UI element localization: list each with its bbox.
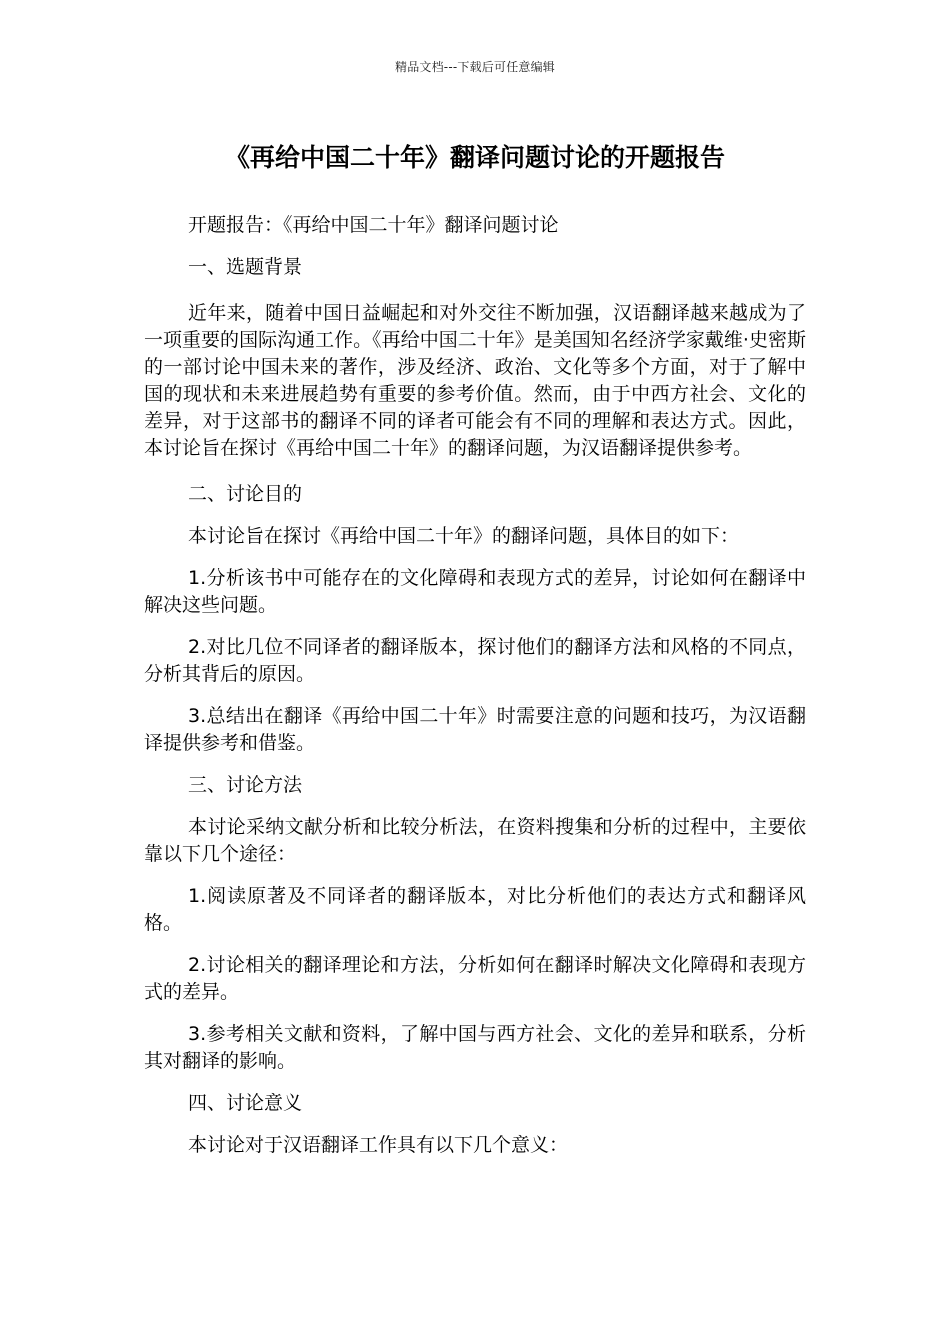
method-item-3: 3.参考相关文献和资料，了解中国与西方社会、文化的差异和联系，分析其对翻译的影响。 [144, 1023, 806, 1072]
background-paragraph: 近年来，随着中国日益崛起和对外交往不断加强，汉语翻译越来越成为了一项重要的国际沟通工作。《再给中国二十年》是美国知名经济学家戴维·史密斯的一部讨论中国未来的著作，涉及经济、政治、文化等多个方面，对于了解中国的现状和未来进展趋势有重要的参考价值。然而，由于中西方社会、文化的差异，对于这部书的翻译不同的译者可能会有不同的理解和表达方式。因此，本讨论旨在探讨《再给中国二十年》的翻译问题，为汉语翻译提供参考。 [144, 302, 806, 459]
purpose-item-2: 2.对比几位不同译者的翻译版本，探讨他们的翻译方法和风格的不同点，分析其背后的原因。 [144, 636, 806, 685]
document-body [144, 212, 806, 1159]
method-item-1: 1.阅读原著及不同译者的翻译版本，对比分析他们的表达方式和翻译风格。 [144, 885, 806, 934]
page-header-note: 精品文档---下载后可任意编辑 [395, 60, 555, 74]
document-title: 《再给中国二十年》翻译问题讨论的开题报告 [224, 143, 725, 172]
section-heading-purpose: 二、讨论目的 [188, 483, 303, 505]
purpose-item-1: 1.分析该书中可能存在的文化障碍和表现方式的差异，讨论如何在翻译中解决这些问题。 [144, 567, 806, 616]
purpose-item-3: 3.总结出在翻译《再给中国二十年》时需要注意的问题和技巧，为汉语翻译提供参考和借鉴。 [144, 705, 806, 754]
intro-line: 开题报告：《再给中国二十年》翻译问题讨论 [188, 214, 559, 236]
method-item-2: 2.讨论相关的翻译理论和方法，分析如何在翻译时解决文化障碍和表现方式的差异。 [144, 954, 806, 1003]
section-heading-background: 一、选题背景 [188, 256, 303, 278]
section-heading-significance: 四、讨论意义 [188, 1092, 303, 1114]
section-heading-method: 三、讨论方法 [188, 774, 303, 796]
significance-intro: 本讨论对于汉语翻译工作具有以下几个意义： [188, 1134, 569, 1156]
method-intro: 本讨论采纳文献分析和比较分析法，在资料搜集和分析的过程中，主要依靠以下几个途径： [144, 816, 806, 865]
purpose-intro: 本讨论旨在探讨《再给中国二十年》的翻译问题，具体目的如下： [188, 525, 740, 547]
